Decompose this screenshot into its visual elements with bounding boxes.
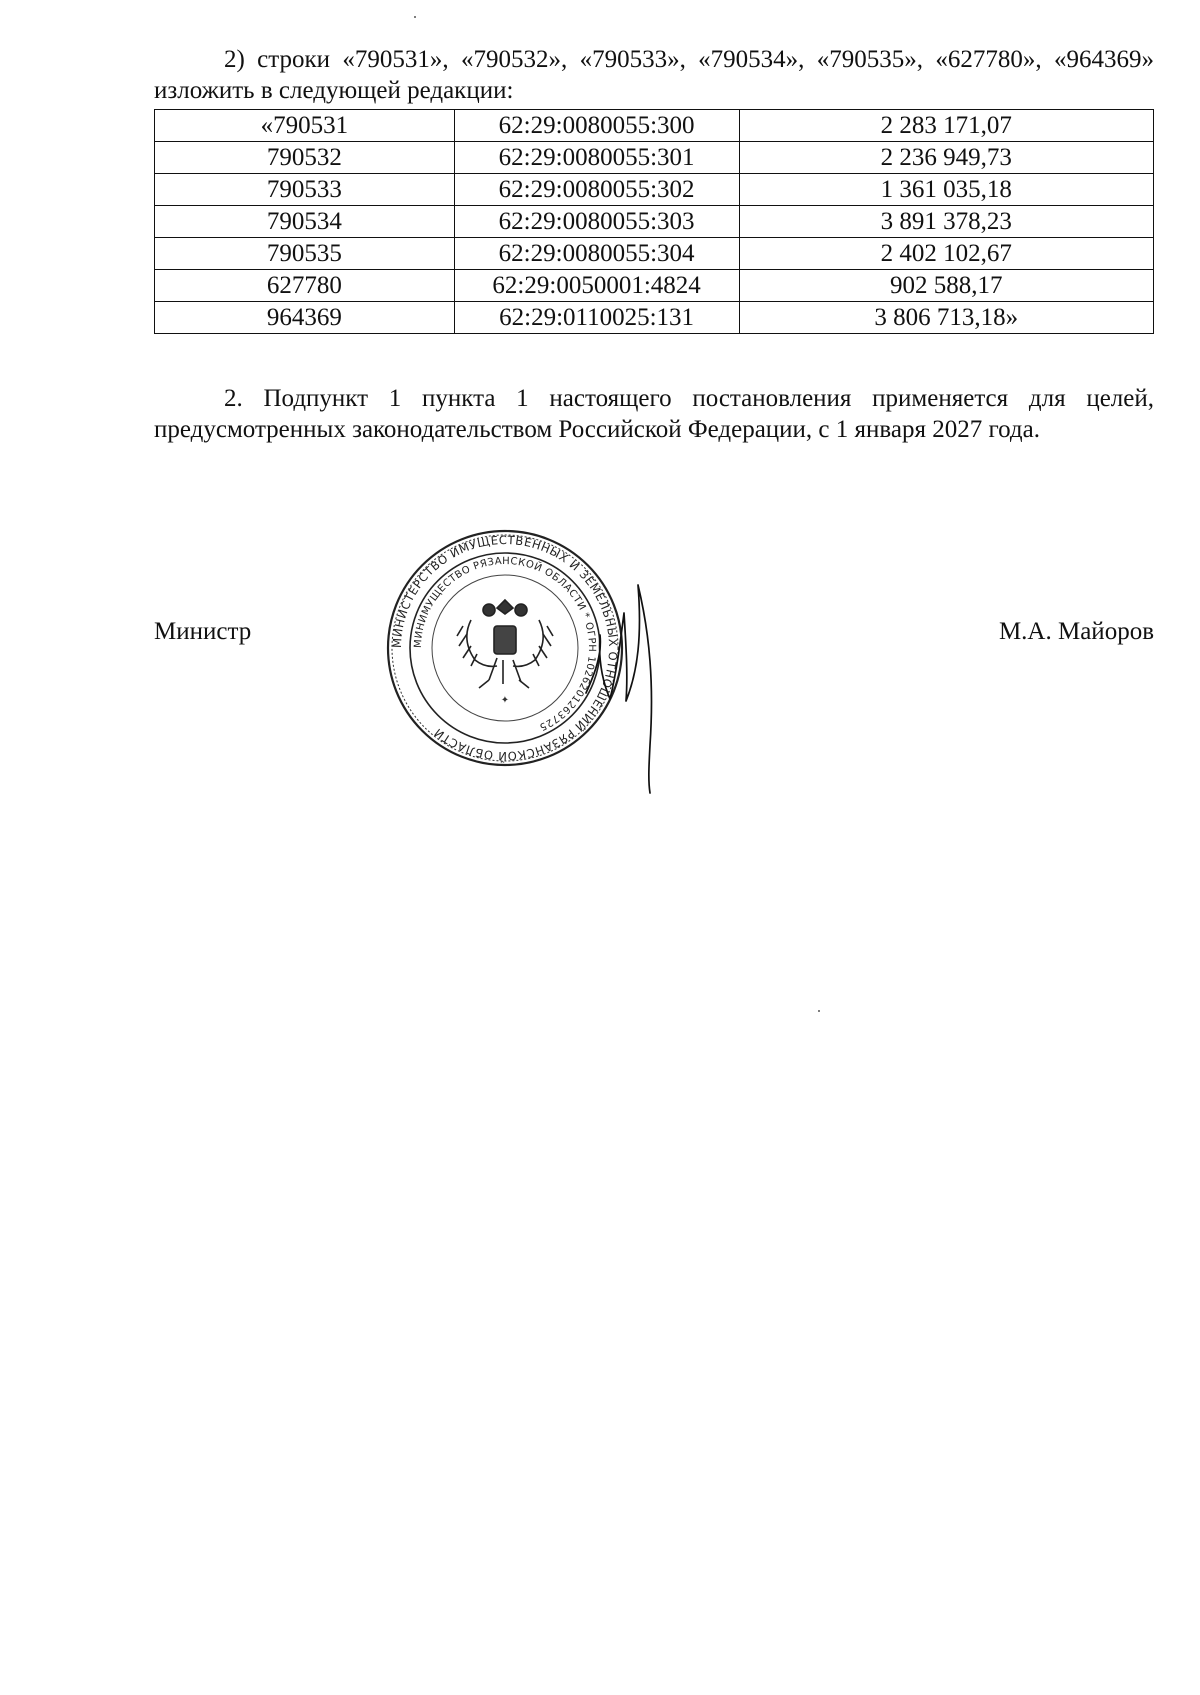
svg-text:✦: ✦ (500, 695, 510, 706)
cadastral-number-cell: 62:29:0080055:303 (454, 206, 739, 238)
row-number-cell: «790531 (155, 110, 455, 142)
row-number-cell: 790533 (155, 174, 455, 206)
cadastral-number-cell: 62:29:0080055:302 (454, 174, 739, 206)
cadastral-value-cell: 2 283 171,07 (739, 110, 1153, 142)
cadastral-number-cell: 62:29:0080055:300 (454, 110, 739, 142)
cadastral-value-cell: 1 361 035,18 (739, 174, 1153, 206)
paragraph-rows-amendment-text: 2) строки «790531», «790532», «790533», «790534», «790535», «627780», «964369» изложить в следующей редакции: (154, 46, 1154, 104)
cadastral-value-table (154, 109, 1154, 334)
scan-speck (414, 16, 416, 18)
paragraph-rows-amendment (154, 44, 1154, 106)
table-row (155, 142, 1154, 174)
cadastral-number-cell: 62:29:0080055:304 (454, 238, 739, 270)
cadastral-value-cell: 2 236 949,73 (739, 142, 1153, 174)
seal-inner-text: МИНИМУЩЕСТВО РЯЗАНСКОЙ ОБЛАСТИ * ОГРН 1026201263725 (412, 555, 598, 733)
cadastral-number-cell: 62:29:0110025:131 (454, 302, 739, 334)
cadastral-number-cell: 62:29:0080055:301 (454, 142, 739, 174)
table-row (155, 206, 1154, 238)
cadastral-value-cell: 2 402 102,67 (739, 238, 1153, 270)
handwritten-signature (580, 575, 700, 795)
paragraph-effective-date-text: 2. Подпункт 1 пункта 1 настоящего постановления применяется для целей, предусмотренных законодательством Российской Федерации, с 1 января 2027 года. (154, 385, 1154, 443)
table-row (155, 174, 1154, 206)
table-row (155, 238, 1154, 270)
table-row (155, 270, 1154, 302)
cadastral-number-cell: 62:29:0050001:4824 (454, 270, 739, 302)
row-number-cell: 790535 (155, 238, 455, 270)
signatory-role: Министр (154, 618, 252, 645)
cadastral-value-cell: 3 891 378,23 (739, 206, 1153, 238)
cadastral-value-cell: 3 806 713,18» (739, 302, 1153, 334)
row-number-cell: 964369 (155, 302, 455, 334)
double-headed-eagle-icon (457, 600, 553, 688)
cadastral-value-cell: 902 588,17 (739, 270, 1153, 302)
table-row (155, 110, 1154, 142)
table-row (155, 302, 1154, 334)
signatory-name: М.А. Майоров (998, 618, 1154, 645)
scan-speck (818, 1010, 820, 1012)
paragraph-effective-date (154, 383, 1154, 445)
row-number-cell: 790534 (155, 206, 455, 238)
row-number-cell: 790532 (155, 142, 455, 174)
seal-outer-text: МИНИСТЕРСТВО ИМУЩЕСТВЕННЫХ И ЗЕМЕЛЬНЫХ ОТНОШЕНИЙ РЯЗАНСКОЙ ОБЛАСТИ (389, 532, 621, 764)
row-number-cell: 627780 (155, 270, 455, 302)
